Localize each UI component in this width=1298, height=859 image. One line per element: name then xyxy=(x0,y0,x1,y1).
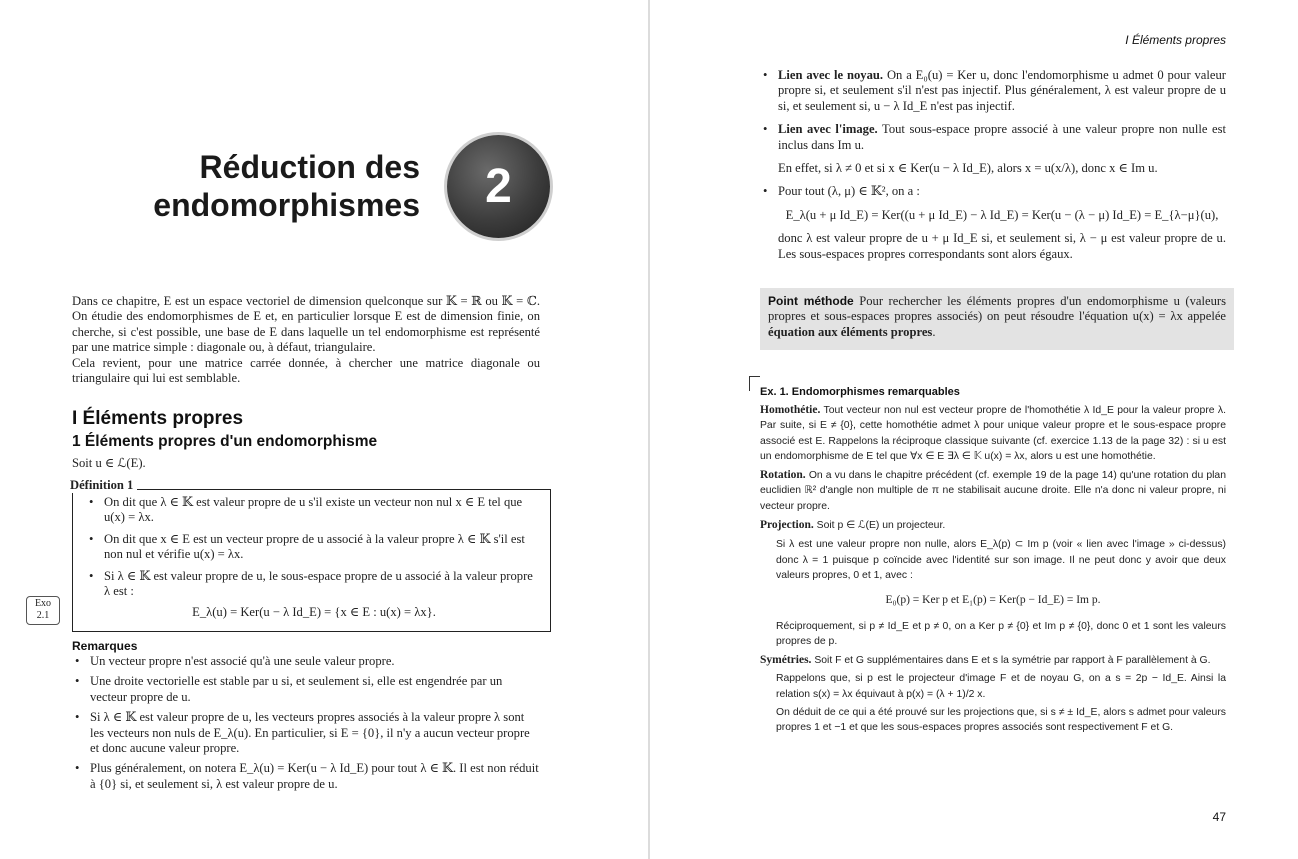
property-formula-shift: E_λ(u + μ Id_E) = Ker((u + μ Id_E) − λ Id_E) = Ker(u − (λ − μ) Id_E) = E_{λ−μ}(u), xyxy=(785,207,1219,222)
exo-badge-label: Exo xyxy=(34,598,52,609)
property-item-image xyxy=(760,122,1226,176)
projection-paragraph-2: Si λ est une valeur propre non nulle, alors E_λ(p) ⊂ Im p (voir « lien avec l'image » ci-dessus) donc λ = 1 puisque p coïncide avec l'identité sur son image. Il ne peut donc y avoir que deux valeurs propres, 0 et 1, avec : xyxy=(776,539,1226,581)
method-text: Pour rechercher les éléments propres d'un endomorphisme u (valeurs propres et sous-espaces propres associés) on peut résoudre l'équation u(x) = λx appelée xyxy=(768,294,1226,324)
property-proof-image: En effet, si λ ≠ 0 et si x ∈ Ker(u − λ Id_E), alors x = u(x/λ), donc x ∈ Im u. xyxy=(778,161,1158,176)
rotation-text: On a vu dans le chapitre précédent (cf. exemple 19 de la page 14) qu'une rotation du plan euclidien ℝ² d'angle non multiple de π ne stabilisait aucune droite. Elle n'a donc ni valeur propre, ni vecteur propre. xyxy=(760,470,1226,512)
symetries-paragraph-3: On déduit de ce qui a été prouvé sur les projections que, si s ≠ ± Id_E, alors s admet pour valeurs propres 1 et −1 et que les sous-espaces propres associés sont respectivement F et G. xyxy=(776,707,1226,734)
subsection-heading: 1 Éléments propres d'un endomorphisme xyxy=(72,433,378,450)
remarks-list xyxy=(72,654,540,792)
projection-text: Soit p ∈ ℒ(E) un projecteur. xyxy=(816,520,946,532)
method-bold-term: équation aux éléments propres xyxy=(768,324,933,339)
example-rotation xyxy=(760,468,1226,514)
chapter-title-line1: Réduction des xyxy=(199,149,420,185)
property-item-kernel xyxy=(760,68,1226,114)
projection-title: Projection. xyxy=(760,519,814,532)
property-item-shift xyxy=(760,184,1226,262)
properties-list xyxy=(760,68,1226,262)
property-text-image: Tout sous-espace propre associé à une valeur propre non nulle est inclus dans Im u. xyxy=(778,122,1226,152)
property-title-image: Lien avec l'image. xyxy=(778,122,878,137)
method-text-block xyxy=(768,294,1226,340)
running-head: I Éléments propres xyxy=(1125,33,1226,47)
example-homothetie xyxy=(760,403,1226,464)
symetries-title: Symétries. xyxy=(760,654,812,667)
property-text-shift: Pour tout (λ, μ) ∈ 𝕂², on a : xyxy=(778,184,920,199)
definition-formula: E_λ(u) = Ker(u − λ Id_E) = {x ∈ E : u(x) = λx}. xyxy=(192,605,436,620)
remark-item: • Plus généralement, on notera E_λ(u) = Ker(u − λ Id_E) pour tout λ ∈ 𝕂. Il est non réduit à {0} si, et seulement si, λ est valeur propre de u. xyxy=(72,761,540,792)
remark-item: • Une droite vectorielle est stable par u si, et seulement si, elle est engendrée par un vecteur propre de u. xyxy=(72,674,540,705)
chapter-number-badge: 2 xyxy=(447,135,550,238)
chapter-title xyxy=(120,148,420,224)
definition-body xyxy=(86,495,542,621)
homothetie-text: Tout vecteur non nul est vecteur propre de l'homothétie λ Id_E pour la valeur propre λ. Par suite, si E ≠ {0}, cette homothétie admet λ pour unique valeur propre et le sous-espace propre associé est E. Rappelons la réciproque classique suivante (cf. exercice 1.13 de la page 32) : si u est un endomorphisme de E tel que ∀x ∈ E ∃λ ∈ 𝕂 u(x) = λx, alors u est une homothétie. xyxy=(760,405,1227,462)
intro-paragraph-2: Cela revient, pour une matrice carrée donnée, à chercher une matrice diagonale ou triangulaire qui lui est semblable. xyxy=(72,355,540,386)
definition-item: • Si λ ∈ 𝕂 est valeur propre de u, le sous-espace propre de u associé à la valeur propre λ est : xyxy=(86,569,542,600)
symetries-paragraph-2: Rappelons que, si p est le projecteur d'image F et de noyau G, on a s = 2p − Id_E. Ainsi la relation s(x) = λx équivaut à p(x) = (λ + 1)/2 x. xyxy=(776,673,1226,700)
exercise-reference-badge[interactable] xyxy=(26,596,60,625)
exo-badge-number: 2.1 xyxy=(36,610,50,621)
definition-item: • On dit que λ ∈ 𝕂 est valeur propre de u s'il existe un vecteur non nul x ∈ E tel que u(x) = λx. xyxy=(86,495,542,526)
projection-paragraph-3: Réciproquement, si p ≠ Id_E et p ≠ 0, on a Ker p ≠ {0} et Im p ≠ {0}, donc 0 et 1 sont les valeurs propres de p. xyxy=(776,620,1226,647)
symetries-text: Soit F et G supplémentaires dans E et s la symétrie par rapport à F parallèlement à G. xyxy=(814,655,1211,667)
example-title: Ex. 1. Endomorphismes remarquables xyxy=(760,386,960,398)
example-body xyxy=(760,403,1226,736)
homothetie-title: Homothétie. xyxy=(760,404,821,416)
remark-item: • Un vecteur propre n'est associé qu'à une seule valeur propre. xyxy=(72,654,540,669)
definition-label: Définition 1 xyxy=(70,478,137,493)
method-label: Point méthode xyxy=(768,294,854,308)
property-title-kernel: Lien avec le noyau. xyxy=(778,68,884,82)
rotation-title: Rotation. xyxy=(760,469,806,482)
example-symetries xyxy=(760,653,1226,735)
property-text-kernel: On a E₀(u) = Ker u, donc l'endomorphisme u admet 0 pour valeur propre si, et seulement s'il n'est pas injectif. Plus généralement, λ est valeur propre de u si, et seulement si, u − λ Id_E n'est pas injectif. xyxy=(778,68,1226,113)
property-follow-shift: donc λ est valeur propre de u + μ Id_E si, et seulement si, λ − μ est valeur propre de u. Les sous-espaces propres correspondants sont alors égaux. xyxy=(778,231,1226,261)
section-heading: I Éléments propres xyxy=(72,408,244,429)
projection-formula: E₀(p) = Ker p et E₁(p) = Ker(p − Id_E) = Im p. xyxy=(885,594,1101,607)
intro-paragraph-1: Dans ce chapitre, E est un espace vectoriel de dimension quelconque sur 𝕂 = ℝ ou 𝕂 = ℂ. On étudie des endomorphismes de E et, en particulier lorsque E est de dimension finie, on cherche, si c'est possible, une base de E dans laquelle un tel endomorphisme est représenté par une matrice simple : diagonale ou, à défaut, triangulaire. xyxy=(72,294,540,355)
remark-item: • Si λ ∈ 𝕂 est valeur propre de u, les vecteurs propres associés à la valeur propre λ sont les vecteurs non nuls de E_λ(u). En particulier, si E = {0}, il n'y a aucun vecteur propre et donc aucune valeur propre. xyxy=(72,710,540,756)
page-number: 47 xyxy=(1212,810,1226,824)
definition-item: • On dit que x ∈ E est un vecteur propre de u associé à la valeur propre λ ∈ 𝕂 s'il est non nul et vérifie u(x) = λx. xyxy=(86,532,542,563)
remarks-heading: Remarques xyxy=(72,639,138,653)
method-period: . xyxy=(932,324,936,339)
example-projection xyxy=(760,518,1226,649)
example-corner-mark xyxy=(749,376,760,391)
soit-line: Soit u ∈ ℒ(E). xyxy=(72,456,146,470)
chapter-title-line2: endomorphismes xyxy=(153,187,420,223)
intro-text xyxy=(72,294,540,386)
